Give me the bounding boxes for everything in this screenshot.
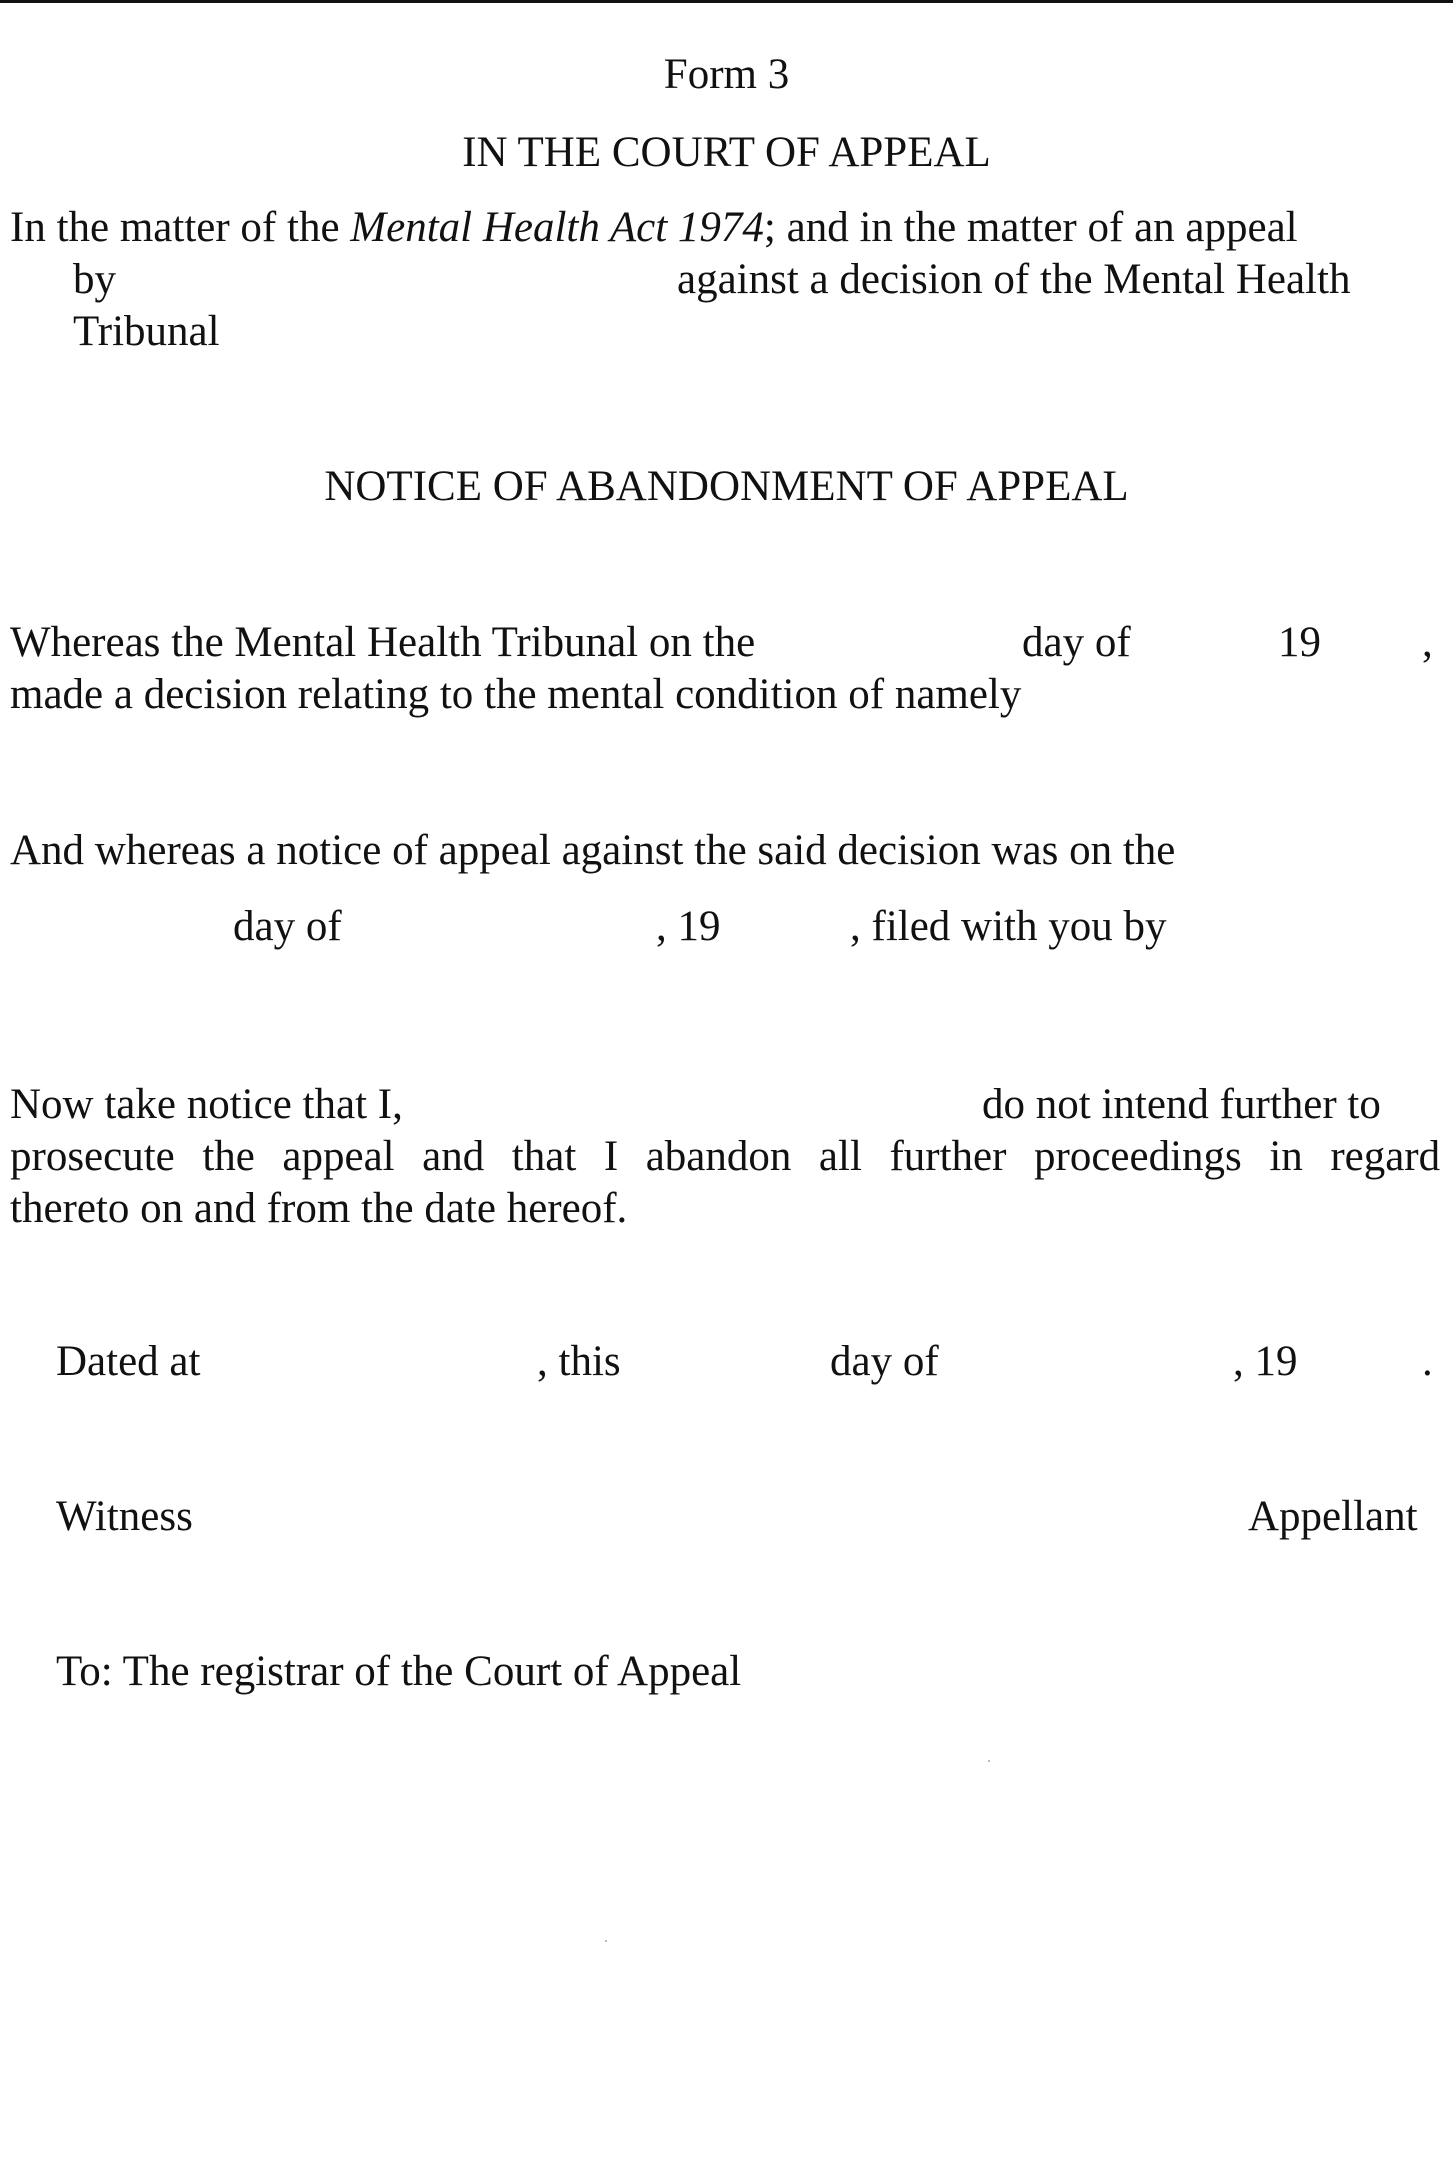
and-whereas-filed: , filed with you by [850,903,1167,950]
take-notice-part-1: Now take notice that I, [10,1081,403,1128]
dated-day-of: day of [830,1338,939,1385]
matter-line-1 [10,203,1298,253]
whereas-comma: , [1422,619,1433,666]
top-border-rule [0,0,1453,3]
matter-by: by [73,256,116,303]
appellant-label: Appellant [1248,1493,1418,1540]
whereas-day-of: day of [1022,619,1131,666]
notice-title: NOTICE OF ABANDONMENT OF APPEAL [324,463,1129,510]
take-notice-part-2: do not intend further to [982,1081,1381,1128]
whereas-year: 19 [1278,619,1321,666]
scan-speck [605,1940,607,1942]
whereas-text: Whereas the Mental Health Tribunal on the [10,619,756,666]
take-notice-line-3: thereto on and from the date hereof. [10,1185,628,1232]
dated-this: , this [537,1338,621,1385]
dated-period: . [1422,1338,1433,1385]
dated-at: Dated at [56,1338,201,1385]
scan-speck [988,1760,990,1762]
matter-against: against a decision of the Mental Health [677,256,1351,303]
act-title: Mental Health Act 1974 [350,204,764,251]
and-whereas-line-1: And whereas a notice of appeal against the said decision was on the [10,827,1176,874]
whereas-line-2: made a decision relating to the mental condition of namely [10,671,1022,718]
court-heading: IN THE COURT OF APPEAL [462,129,991,176]
take-notice-line-2: prosecute the appeal and that I abandon all further proceedings in regard [10,1133,1441,1180]
matter-prefix: In the matter of the [10,204,351,251]
and-whereas-day-of: day of [233,903,342,950]
witness-label: Witness [56,1493,193,1540]
addressee: To: The registrar of the Court of Appeal [56,1648,742,1695]
matter-suffix: ; and in the matter of an appeal [763,204,1298,251]
dated-year: , 19 [1233,1338,1298,1385]
and-whereas-year: , 19 [656,903,721,950]
form-label: Form 3 [663,51,790,98]
matter-tribunal: Tribunal [73,308,220,355]
